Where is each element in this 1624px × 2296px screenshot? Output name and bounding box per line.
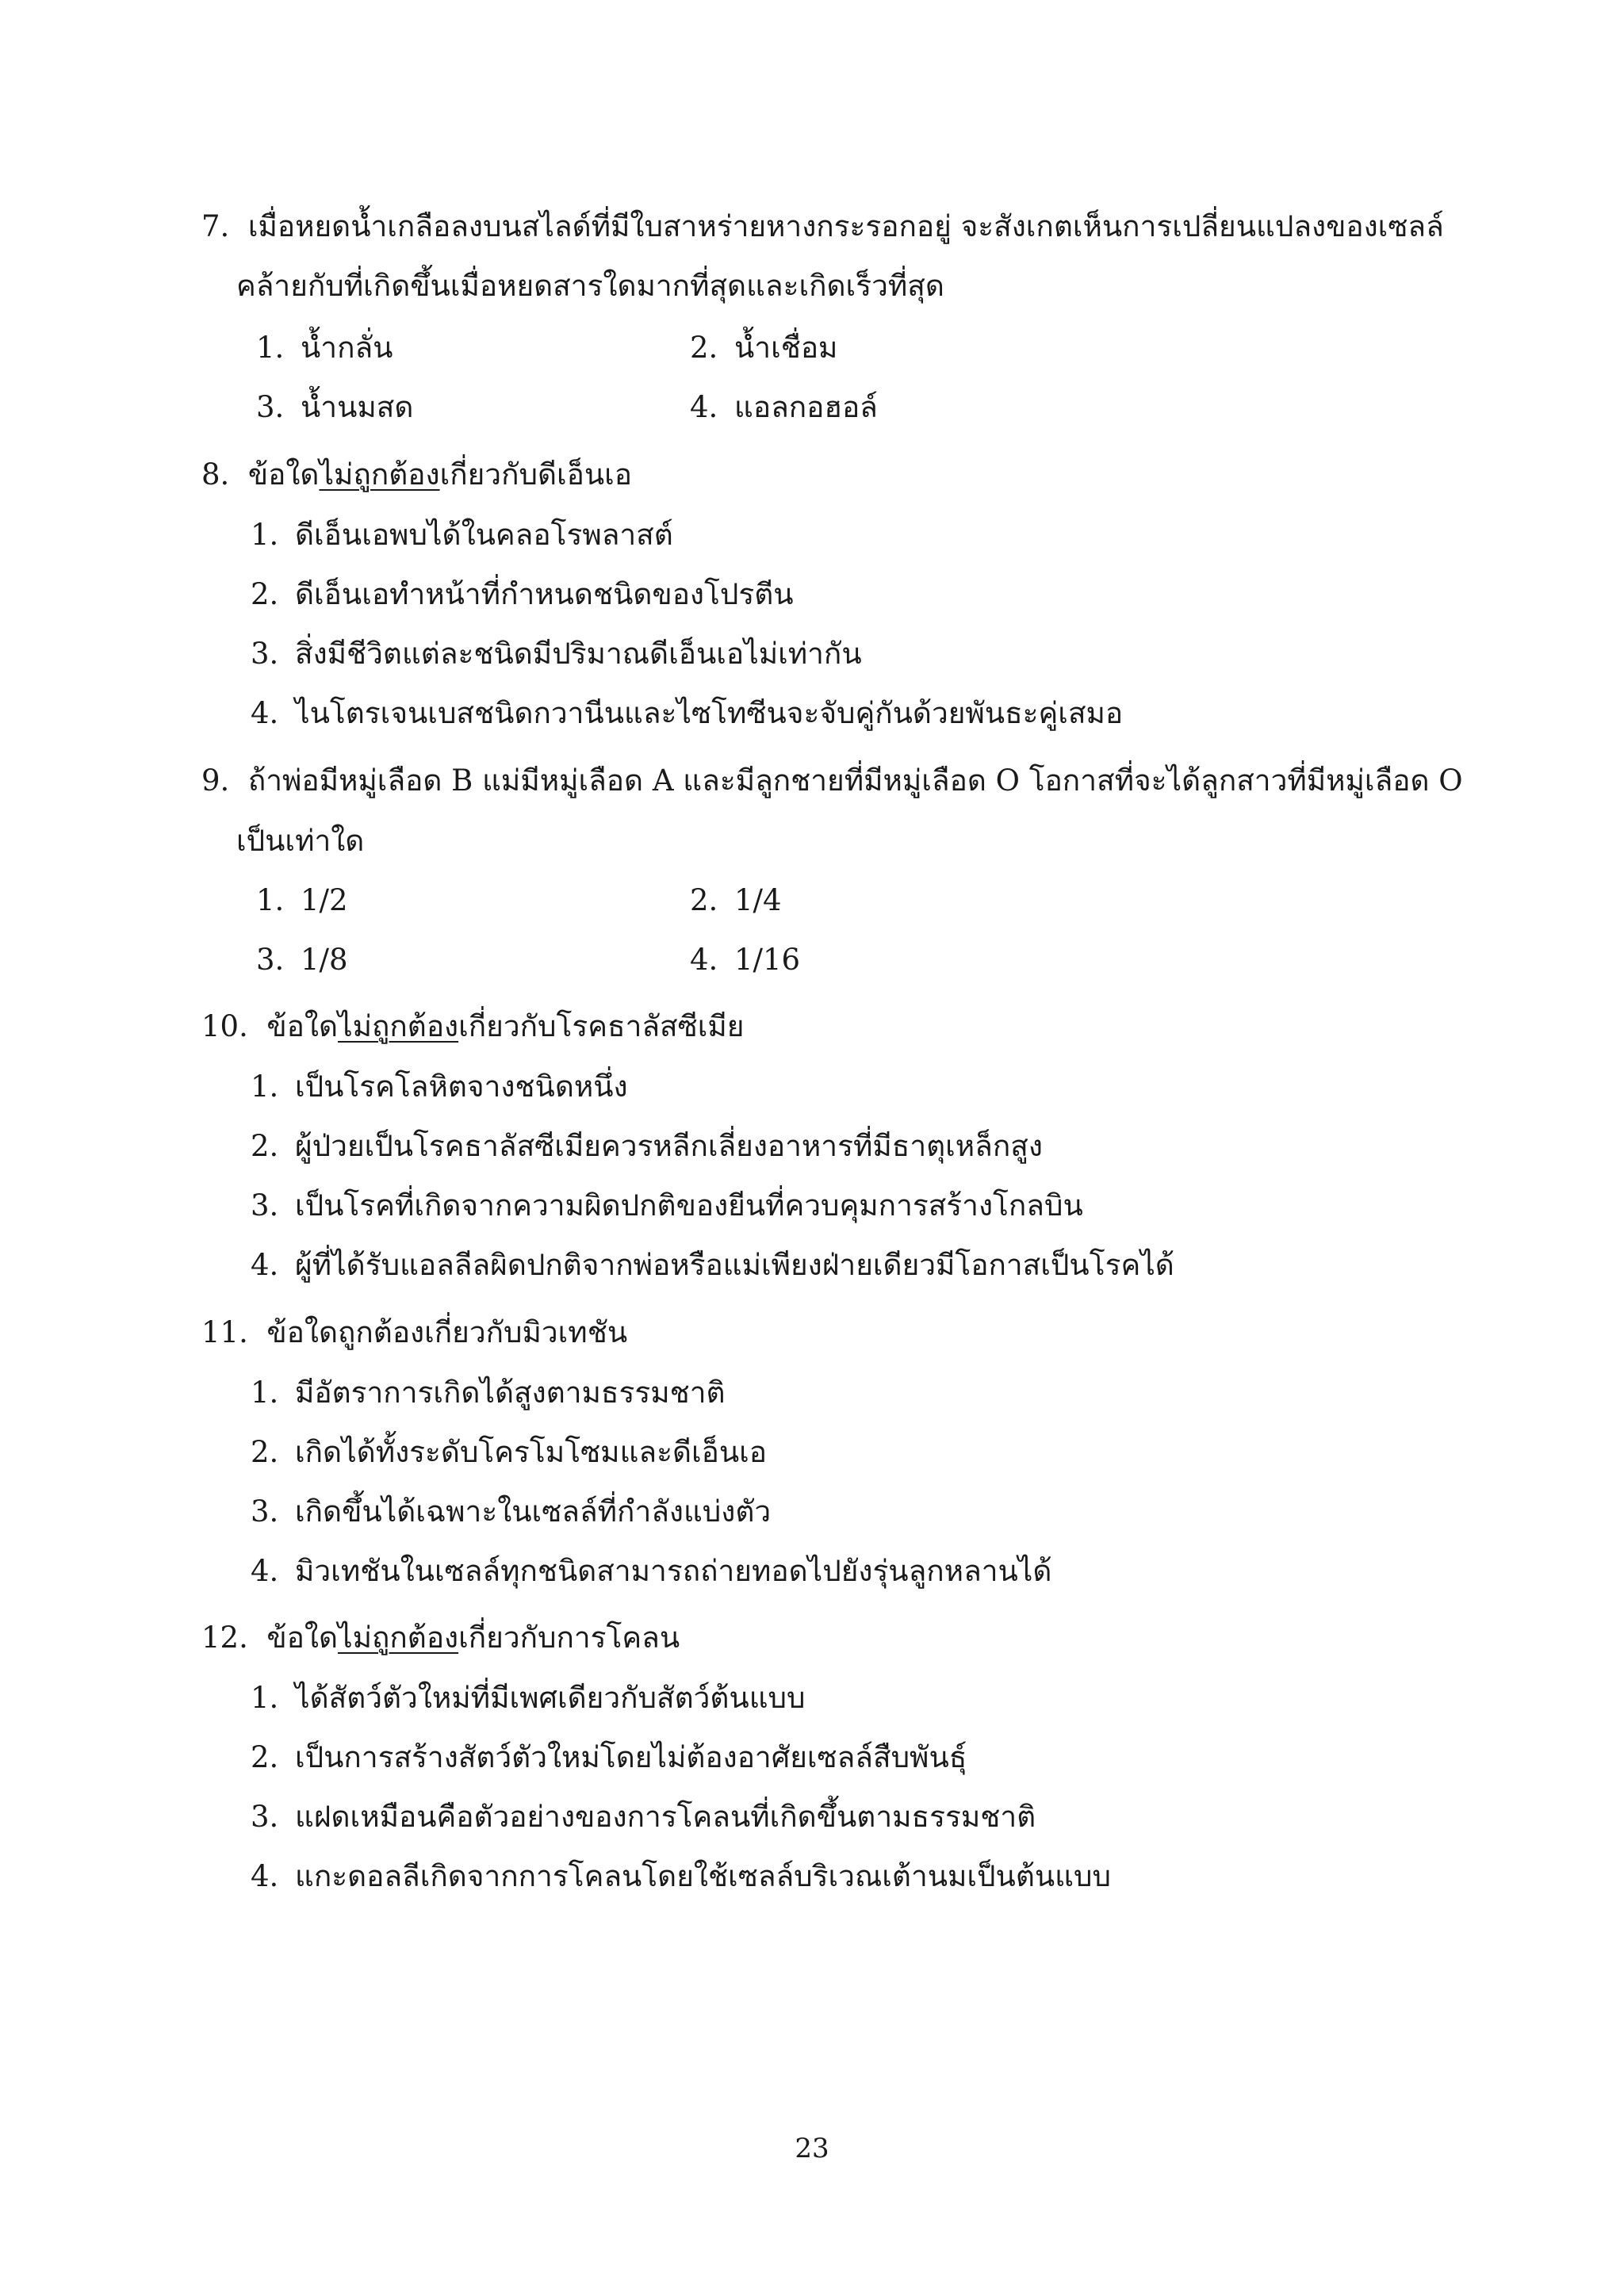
question-7-number: 7. bbox=[201, 209, 230, 243]
question-12-number: 12. bbox=[201, 1621, 248, 1655]
option-number: 1. bbox=[256, 331, 285, 365]
question-7-option-1 bbox=[256, 328, 393, 368]
option-text: ดีเอ็นเอพบได้ในคลอโรพลาสต์ bbox=[295, 518, 673, 552]
option-text: สิ่งมีชีวิตแต่ละชนิดมีปริมาณดีเอ็นเอไม่เท่ากัน bbox=[295, 637, 862, 671]
question-8-option-1 bbox=[251, 515, 673, 555]
option-number: 3. bbox=[251, 1188, 279, 1223]
question-12-stem bbox=[201, 1618, 680, 1658]
question-8-number: 8. bbox=[201, 457, 230, 492]
question-8-option-2 bbox=[251, 575, 794, 614]
option-text: 1/8 bbox=[301, 943, 348, 977]
option-text: มิวเทชันในเซลล์ทุกชนิดสามารถถ่ายทอดไปยังรุ่นลูกหลานได้ bbox=[295, 1554, 1052, 1588]
option-number: 2. bbox=[251, 577, 279, 611]
option-number: 3. bbox=[251, 637, 279, 671]
option-number: 2. bbox=[251, 1740, 279, 1774]
option-number: 4. bbox=[690, 943, 718, 977]
question-10-option-4 bbox=[251, 1246, 1174, 1285]
question-10-suffix: เกี่ยวกับโรคธาลัสซีเมีย bbox=[458, 1009, 745, 1043]
option-text: เกิดได้ทั้งระดับโครโมโซมและดีเอ็นเอ bbox=[295, 1435, 768, 1469]
option-text: แกะดอลลีเกิดจากการโคลนโดยใช้เซลล์บริเวณเต้านมเป็นต้นแบบ bbox=[295, 1859, 1111, 1893]
option-number: 3. bbox=[251, 1494, 279, 1529]
option-text: น้ำกลั่น bbox=[301, 331, 393, 365]
option-number: 1. bbox=[251, 518, 279, 552]
question-11-text: ข้อใดถูกต้องเกี่ยวกับมิวเทชัน bbox=[266, 1315, 628, 1349]
option-number: 2. bbox=[690, 883, 718, 917]
question-12-option-2 bbox=[251, 1738, 967, 1777]
question-8-prefix: ข้อใด bbox=[247, 457, 320, 492]
option-number: 3. bbox=[256, 943, 285, 977]
question-10-stem bbox=[201, 1007, 744, 1047]
question-10-option-1 bbox=[251, 1067, 628, 1107]
option-text: 1/16 bbox=[734, 943, 801, 977]
option-text: ดีเอ็นเอทำหน้าที่กำหนดชนิดของโปรตีน bbox=[295, 577, 794, 611]
option-text: น้ำเชื่อม bbox=[734, 331, 838, 365]
question-11-stem bbox=[201, 1313, 627, 1353]
question-10-option-3 bbox=[251, 1186, 1083, 1226]
option-text: 1/2 bbox=[301, 883, 348, 917]
option-number: 4. bbox=[251, 696, 279, 730]
option-number: 3. bbox=[251, 1800, 279, 1834]
question-9-option-2 bbox=[690, 881, 782, 920]
question-9-stem-line-1 bbox=[201, 761, 1463, 801]
option-number: 4. bbox=[251, 1554, 279, 1588]
option-text: ผู้ป่วยเป็นโรคธาลัสซีเมียควรหลีกเลี่ยงอาหารที่มีธาตุเหล็กสูง bbox=[295, 1129, 1043, 1163]
question-12-option-3 bbox=[251, 1797, 1036, 1837]
question-12-emphasis: ไม่ถูกต้อง bbox=[337, 1621, 459, 1655]
question-12-option-1 bbox=[251, 1678, 806, 1718]
option-number: 4. bbox=[690, 390, 718, 424]
option-number: 3. bbox=[256, 390, 285, 424]
question-10-emphasis: ไม่ถูกต้อง bbox=[337, 1009, 459, 1043]
option-text: แอลกอฮอล์ bbox=[734, 390, 878, 424]
option-number: 1. bbox=[251, 1376, 279, 1410]
question-12-prefix: ข้อใด bbox=[266, 1621, 338, 1655]
question-7-option-4 bbox=[690, 388, 878, 427]
option-number: 1. bbox=[251, 1070, 279, 1104]
question-7-text-1: เมื่อหยดน้ำเกลือลงบนสไลด์ที่มีใบสาหร่ายหางกระรอกอยู่ จะสังเกตเห็นการเปลี่ยนแปลงของเซลล์ bbox=[247, 209, 1444, 243]
question-9-number: 9. bbox=[201, 763, 230, 798]
option-number: 2. bbox=[690, 331, 718, 365]
option-text: ผู้ที่ได้รับแอลลีลผิดปกติจากพ่อหรือแม่เพียงฝ่ายเดียวมีโอกาสเป็นโรคได้ bbox=[295, 1248, 1174, 1282]
question-9-option-3 bbox=[256, 940, 348, 980]
question-11-number: 11. bbox=[201, 1315, 248, 1349]
option-number: 2. bbox=[251, 1129, 279, 1163]
question-8-stem bbox=[201, 455, 632, 495]
question-8-suffix: เกี่ยวกับดีเอ็นเอ bbox=[439, 457, 633, 492]
option-text: เป็นการสร้างสัตว์ตัวใหม่โดยไม่ต้องอาศัยเซลล์สืบพันธุ์ bbox=[295, 1740, 967, 1774]
option-number: 1. bbox=[256, 883, 285, 917]
question-11-option-3 bbox=[251, 1492, 771, 1532]
question-9-option-1 bbox=[256, 881, 348, 920]
question-11-option-4 bbox=[251, 1552, 1051, 1591]
option-text: ไนโตรเจนเบสชนิดกวานีนและไซโทซีนจะจับคู่กันด้วยพันธะคู่เสมอ bbox=[295, 696, 1124, 730]
question-7-option-2 bbox=[690, 328, 837, 368]
option-number: 4. bbox=[251, 1248, 279, 1282]
question-12-suffix: เกี่ยวกับการโคลน bbox=[458, 1621, 680, 1655]
question-9-stem-line-2: เป็นเท่าใด bbox=[236, 824, 365, 858]
question-7-option-3 bbox=[256, 388, 413, 427]
question-10-prefix: ข้อใด bbox=[266, 1009, 338, 1043]
question-9-text-1: ถ้าพ่อมีหมู่เลือด B แม่มีหมู่เลือด A และมีลูกชายที่มีหมู่เลือด O โอกาสที่จะได้ลูกสาวที่มีหมู่เลือด O bbox=[247, 763, 1463, 798]
question-12-option-4 bbox=[251, 1857, 1111, 1896]
page-number: 23 bbox=[795, 2133, 829, 2164]
option-text: แฝดเหมือนคือตัวอย่างของการโคลนที่เกิดขึ้นตามธรรมชาติ bbox=[295, 1800, 1036, 1834]
option-number: 1. bbox=[251, 1681, 279, 1715]
question-8-emphasis: ไม่ถูกต้อง bbox=[319, 457, 440, 492]
option-text: ได้สัตว์ตัวใหม่ที่มีเพศเดียวกับสัตว์ต้นแบบ bbox=[295, 1681, 806, 1715]
option-number: 2. bbox=[251, 1435, 279, 1469]
question-8-option-3 bbox=[251, 634, 862, 674]
question-7-stem-line-2: คล้ายกับที่เกิดขึ้นเมื่อหยดสารใดมากที่สุดและเกิดเร็วที่สุด bbox=[236, 269, 944, 303]
option-text: เป็นโรคโลหิตจางชนิดหนึ่ง bbox=[295, 1070, 628, 1104]
option-text: มีอัตราการเกิดได้สูงตามธรรมชาติ bbox=[295, 1376, 726, 1410]
option-text: เกิดขึ้นได้เฉพาะในเซลล์ที่กำลังแบ่งตัว bbox=[295, 1494, 772, 1529]
question-10-number: 10. bbox=[201, 1009, 248, 1043]
question-11-option-2 bbox=[251, 1433, 767, 1472]
option-text: 1/4 bbox=[734, 883, 782, 917]
question-11-option-1 bbox=[251, 1373, 726, 1413]
question-9-option-4 bbox=[690, 940, 800, 980]
option-text: เป็นโรคที่เกิดจากความผิดปกติของยีนที่ควบคุมการสร้างโกลบิน bbox=[295, 1188, 1083, 1223]
question-10-option-2 bbox=[251, 1127, 1043, 1166]
question-7-stem-line-1 bbox=[201, 207, 1444, 247]
option-number: 4. bbox=[251, 1859, 279, 1893]
question-8-option-4 bbox=[251, 694, 1123, 733]
option-text: น้ำนมสด bbox=[301, 390, 414, 424]
